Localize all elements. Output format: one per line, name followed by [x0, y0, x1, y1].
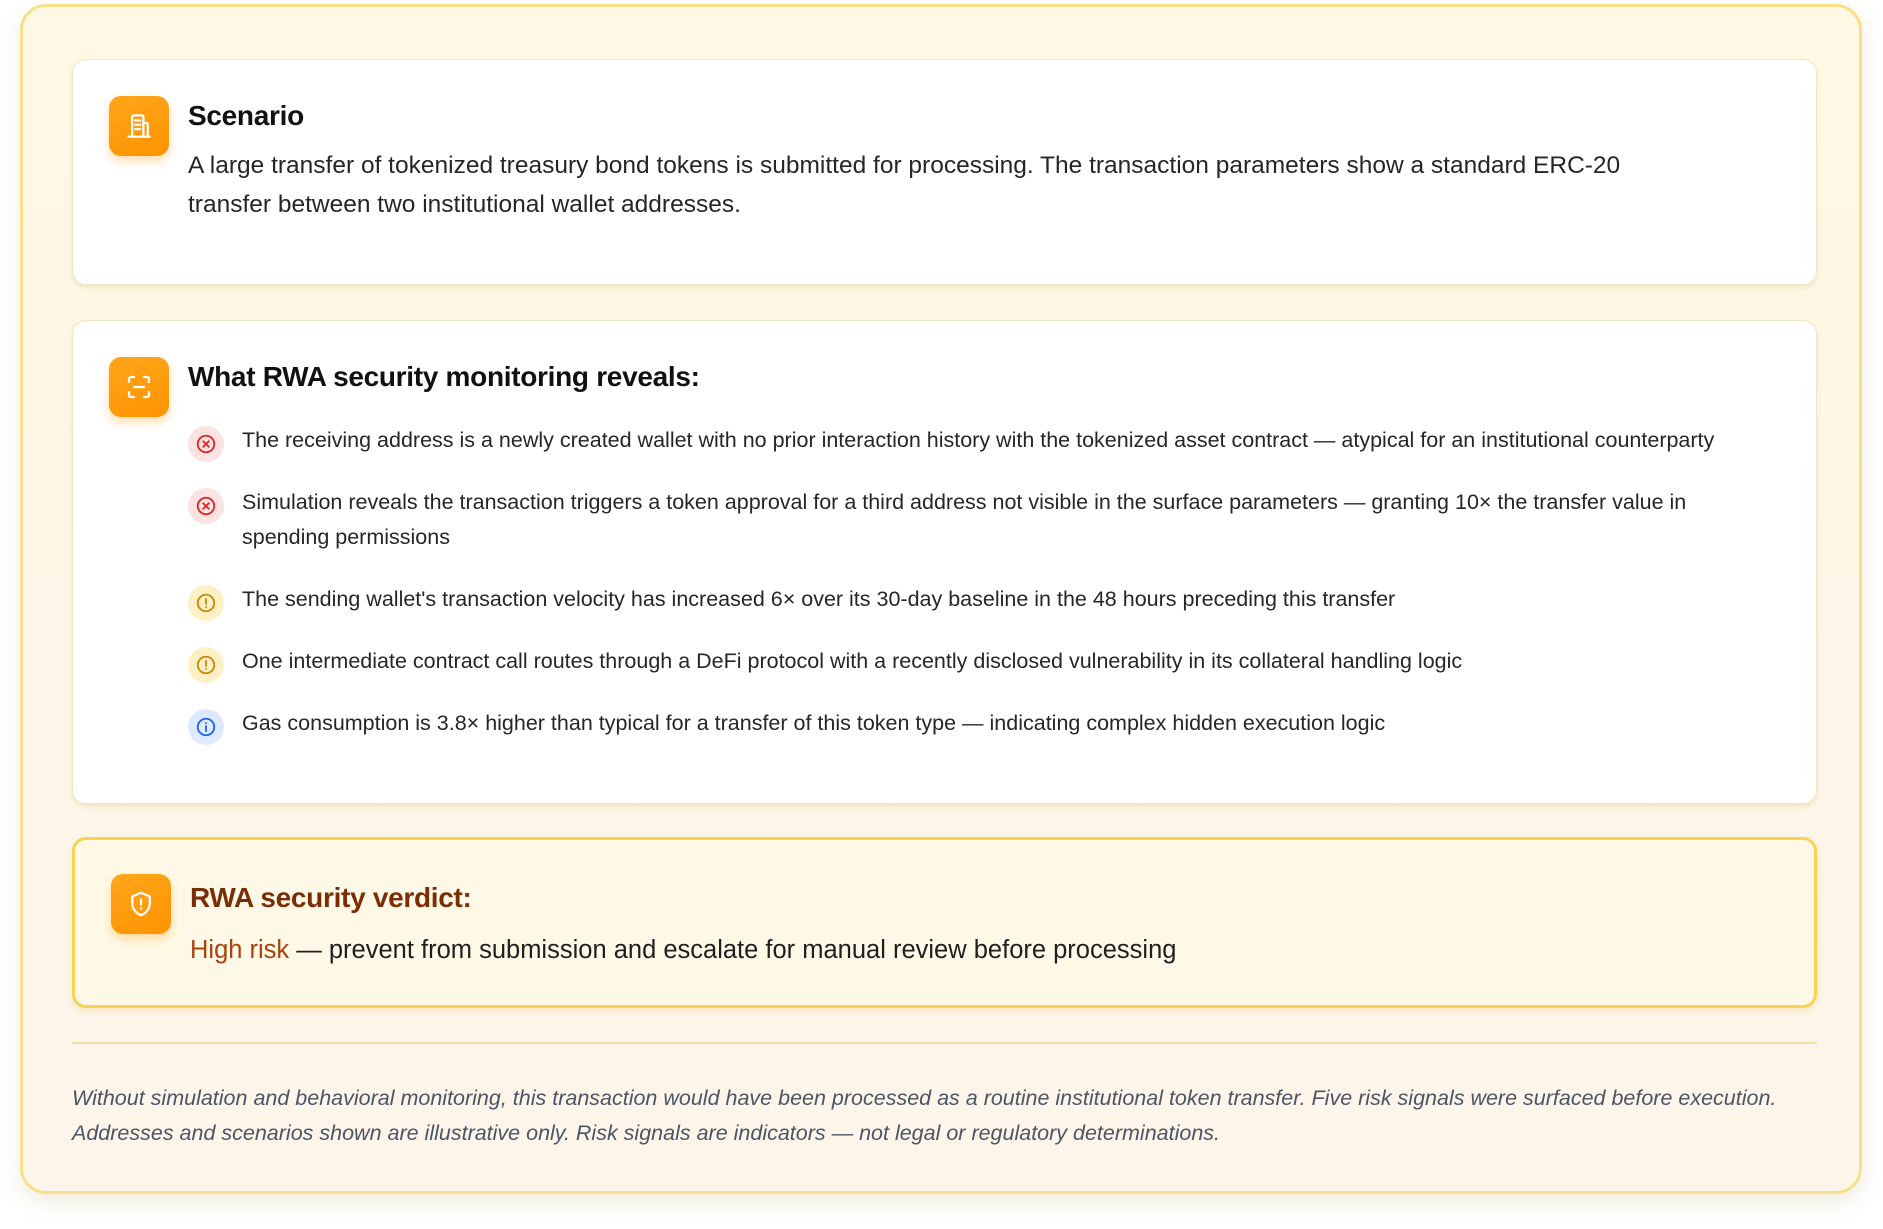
verdict-card	[72, 837, 1817, 1008]
scan-icon	[109, 357, 169, 417]
divider	[72, 1042, 1817, 1044]
x-circle-icon	[188, 426, 224, 462]
list-item	[188, 485, 1768, 555]
finding-text: One intermediate contract call routes through a DeFi protocol with a recently disclosed vulnerability in its collateral handling logic	[242, 649, 1463, 673]
scenario-title: Scenario	[188, 100, 304, 131]
verdict-message: — prevent from submission and escalate for manual review before processing	[289, 936, 1177, 964]
list-item	[188, 706, 1768, 741]
verdict-title: RWA security verdict:	[190, 882, 472, 913]
list-item	[188, 423, 1768, 458]
verdict-statement	[190, 932, 1176, 968]
case-study-panel	[20, 4, 1862, 1194]
x-circle-icon	[188, 488, 224, 524]
disclaimer-footnote: Without simulation and behavioral monitoring, this transaction would have been processed as a routine institutional token transfer. Five risk signals were surfaced before execution. Addresses and scenarios shown are illustrative only. Risk signals are indicators — not legal or regulatory determinations.	[72, 1086, 1777, 1145]
risk-findings-list	[188, 423, 1768, 768]
finding-text: Simulation reveals the transaction triggers a token approval for a third address not visible in the surface parameters — granting 10× the transfer value in spending permissions	[242, 490, 1687, 549]
alert-circle-icon	[188, 647, 224, 683]
list-item	[188, 644, 1768, 679]
shield-alert-icon	[111, 874, 171, 934]
scenario-description: A large transfer of tokenized treasury bond tokens is submitted for processing. The transaction parameters show a standard ERC-20 transfer between two institutional wallet addresses.	[188, 152, 1621, 218]
monitoring-title: What RWA security monitoring reveals:	[188, 361, 700, 392]
monitoring-findings-card	[72, 320, 1817, 804]
finding-text: The sending wallet's transaction velocity has increased 6× over its 30-day baseline in the 48 hours preceding this transfer	[242, 587, 1396, 611]
info-circle-icon	[188, 709, 224, 745]
risk-level-label: High risk	[190, 936, 290, 964]
scenario-card	[72, 59, 1817, 285]
building-icon	[109, 96, 169, 156]
alert-circle-icon	[188, 585, 224, 621]
finding-text: Gas consumption is 3.8× higher than typical for a transfer of this token type — indicating complex hidden execution logic	[242, 711, 1386, 735]
list-item	[188, 582, 1768, 617]
finding-text: The receiving address is a newly created wallet with no prior interaction history with the tokenized asset contract — atypical for an institutional counterparty	[242, 428, 1715, 452]
